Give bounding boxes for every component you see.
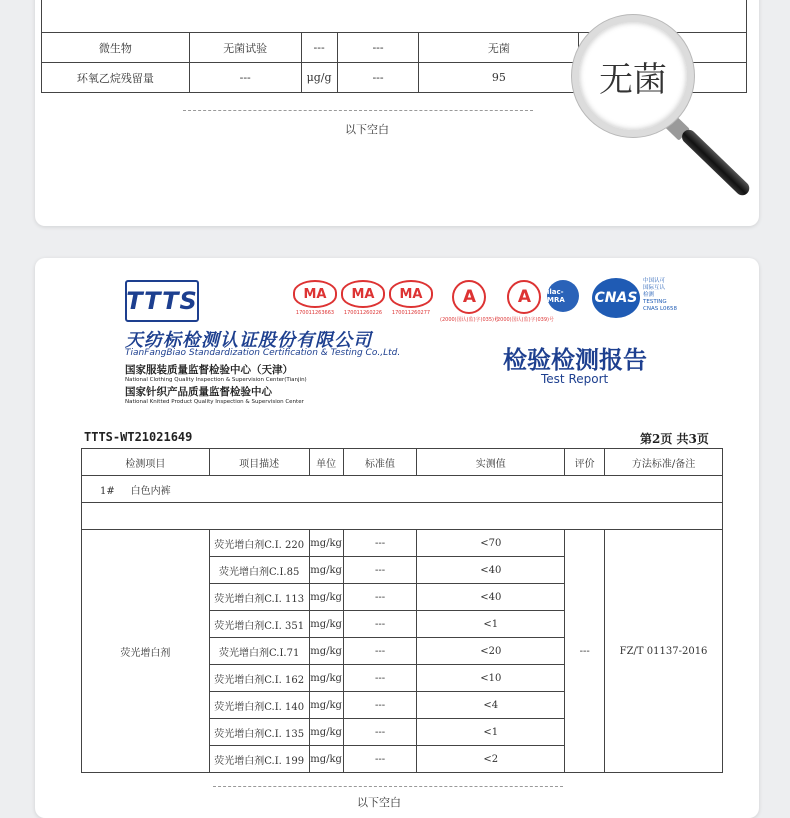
ma-icon: MA [341, 280, 385, 308]
report-page [35, 258, 759, 818]
unit-cell: mg/kg [309, 746, 343, 773]
empty-cell [82, 503, 723, 530]
ma-mark-3 [389, 280, 433, 316]
result-cell: <20 [417, 638, 565, 665]
result-cell: <2 [417, 746, 565, 773]
report-title: 检验检测报告 [503, 346, 647, 374]
ma-icon: MA [389, 280, 433, 308]
result-cell: <10 [417, 665, 565, 692]
cnas-line: TESTING [643, 299, 667, 305]
center-name-1-en: National Clothing Quality Inspection & Supervision Center(Tianjin) [125, 377, 307, 383]
magnifier-lens: 无菌 [572, 15, 694, 137]
unit-cell: μg/g [301, 63, 337, 93]
description-cell: --- [189, 63, 301, 93]
cnas-caption [643, 278, 677, 313]
description-cell: 荧光增白剂C.I. 113 [209, 584, 309, 611]
ca-icon: A [507, 280, 541, 314]
ca-mark-2 [495, 280, 554, 323]
unit-cell: mg/kg [309, 638, 343, 665]
ma-mark-1 [293, 280, 337, 316]
description-cell: 荧光增白剂C.I. 140 [209, 692, 309, 719]
standard-cell: --- [343, 638, 417, 665]
cert-number: 170011260226 [343, 310, 383, 316]
unit-cell: mg/kg [309, 584, 343, 611]
sample-row [82, 476, 723, 503]
ma-icon: MA [293, 280, 337, 308]
description-cell: 荧光增白剂C.I.85 [209, 557, 309, 584]
unit-cell: mg/kg [309, 719, 343, 746]
description-cell: 荧光增白剂C.I. 220 [209, 530, 309, 557]
divider [213, 786, 563, 787]
ilac-mark [547, 280, 579, 312]
cnas-line: 国际互认 [643, 285, 666, 291]
unit-cell: mg/kg [309, 692, 343, 719]
test-item-cell: 荧光增白剂 [82, 530, 210, 773]
report-number: TTTS-WT21021649 [84, 430, 193, 444]
result-cell: <40 [417, 557, 565, 584]
description-cell: 无菌试验 [189, 33, 301, 63]
column-header: 单位 [309, 449, 343, 476]
magnifier-handle [679, 127, 752, 198]
page-indicator: 第2页 共3页 [640, 432, 709, 446]
divider [183, 110, 533, 111]
center-name-1: 国家服装质量监督检验中心（天津） [125, 364, 293, 376]
test-item-cell: 环氧乙烷残留量 [42, 63, 190, 93]
cert-number: 170011263663 [295, 310, 335, 316]
table-header-row [82, 449, 723, 476]
unit-cell: mg/kg [309, 665, 343, 692]
standard-cell: --- [343, 719, 417, 746]
result-cell: 95 [419, 63, 579, 93]
standard-cell: --- [343, 746, 417, 773]
company-name-en: TianFangBiao Standardization Certification & Testing Co.,Ltd. [125, 348, 401, 358]
standard-cell: --- [343, 665, 417, 692]
description-cell: 荧光增白剂C.I. 135 [209, 719, 309, 746]
ilac-icon: ilac-MRA [547, 280, 579, 312]
center-name-2: 国家针织产品质量监督检验中心 [125, 386, 272, 398]
cnas-line: CNAS L0658 [643, 306, 678, 312]
method-cell: FZ/T 01137-2016 [605, 530, 723, 773]
standard-cell: --- [343, 584, 417, 611]
main-results-table [81, 448, 723, 773]
column-header: 标准值 [343, 449, 417, 476]
report-title-en: Test Report [541, 372, 609, 386]
test-item-cell: 微生物 [42, 33, 190, 63]
column-header: 方法标准/备注 [605, 449, 723, 476]
description-cell: 荧光增白剂C.I. 351 [209, 611, 309, 638]
result-cell: <70 [417, 530, 565, 557]
table-row [82, 530, 723, 557]
column-header: 项目描述 [209, 449, 309, 476]
result-cell: 无菌 [419, 33, 579, 63]
ca-mark-1 [440, 280, 499, 323]
evaluation-cell: --- [565, 530, 605, 773]
unit-cell: mg/kg [309, 530, 343, 557]
spacer-row [82, 503, 723, 530]
standard-cell: --- [337, 63, 419, 93]
unit-cell: --- [301, 33, 337, 63]
unit-cell: mg/kg [309, 557, 343, 584]
ca-icon: A [452, 280, 486, 314]
column-header: 检测项目 [82, 449, 210, 476]
cnas-line: 检测 [643, 292, 655, 298]
column-header: 实测值 [417, 449, 565, 476]
cert-number: (2000)国认(监)字(035)号 [440, 317, 499, 323]
result-cell: <1 [417, 719, 565, 746]
cnas-icon: CNAS [592, 278, 640, 318]
company-name: 天纺标检测认证股份有限公司 [125, 330, 372, 351]
unit-cell: mg/kg [309, 611, 343, 638]
standard-cell: --- [337, 33, 419, 63]
standard-cell: --- [343, 530, 417, 557]
description-cell: 荧光增白剂C.I.71 [209, 638, 309, 665]
column-header: 评价 [565, 449, 605, 476]
magnifier-glass [572, 15, 752, 205]
description-cell: 荧光增白剂C.I. 162 [209, 665, 309, 692]
sample-label: 1# 白色内裤 [82, 476, 723, 503]
result-cell: <40 [417, 584, 565, 611]
end-note: 以下空白 [345, 123, 389, 136]
result-cell: <4 [417, 692, 565, 719]
ttts-logo: TTTS [125, 280, 199, 322]
description-cell: 荧光增白剂C.I. 199 [209, 746, 309, 773]
center-name-2-en: National Knitted Product Quality Inspection & Supervision Center [125, 399, 304, 405]
cnas-line: 中国认可 [643, 278, 666, 284]
standard-cell: --- [343, 611, 417, 638]
end-note: 以下空白 [357, 796, 401, 809]
ma-mark-2 [341, 280, 385, 316]
cert-number: (2000)国认(监)字(039)号 [495, 317, 554, 323]
standard-cell: --- [343, 557, 417, 584]
cert-number: 170011260277 [391, 310, 431, 316]
result-cell: <1 [417, 611, 565, 638]
standard-cell: --- [343, 692, 417, 719]
